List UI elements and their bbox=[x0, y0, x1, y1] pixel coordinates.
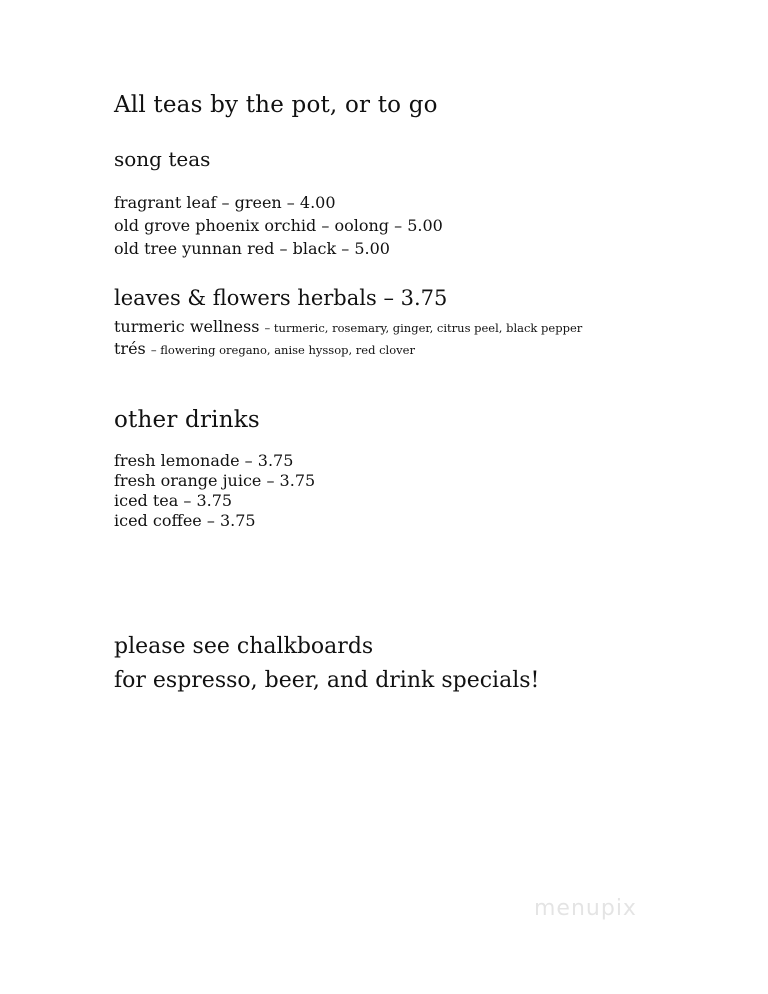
menupix-watermark bbox=[534, 878, 684, 928]
list-item: fragrant leaf – green – 4.00 bbox=[114, 193, 336, 212]
list-item: old tree yunnan red – black – 5.00 bbox=[114, 239, 390, 258]
herbal-name: turmeric wellness bbox=[114, 317, 260, 336]
herbal-description: – flowering oregano, anise hyssop, red clover bbox=[150, 343, 415, 357]
other-drinks-heading: other drinks bbox=[114, 407, 260, 433]
watermark-logo: menupix bbox=[534, 896, 637, 921]
song-teas-heading: song teas bbox=[114, 147, 211, 171]
menu-title: All teas by the pot, or to go bbox=[114, 92, 438, 118]
list-item bbox=[114, 339, 582, 358]
herbals-heading: leaves & flowers herbals – 3.75 bbox=[114, 286, 448, 310]
list-item: fresh orange juice – 3.75 bbox=[114, 471, 316, 490]
list-item: fresh lemonade – 3.75 bbox=[114, 451, 294, 470]
list-item: old grove phoenix orchid – oolong – 5.00 bbox=[114, 216, 443, 235]
other-drinks-list bbox=[114, 451, 315, 531]
chalkboard-notice bbox=[114, 630, 539, 698]
herbal-name: trés bbox=[114, 339, 146, 358]
notice-line: for espresso, beer, and drink specials! bbox=[114, 668, 540, 693]
list-item: iced coffee – 3.75 bbox=[114, 511, 256, 530]
herbal-description: – turmeric, rosemary, ginger, citrus peel, black pepper bbox=[264, 321, 583, 335]
herbals-list bbox=[114, 317, 582, 358]
notice-line: please see chalkboards bbox=[114, 634, 374, 659]
list-item bbox=[114, 317, 582, 336]
song-teas-list bbox=[114, 193, 443, 259]
list-item: iced tea – 3.75 bbox=[114, 491, 233, 510]
